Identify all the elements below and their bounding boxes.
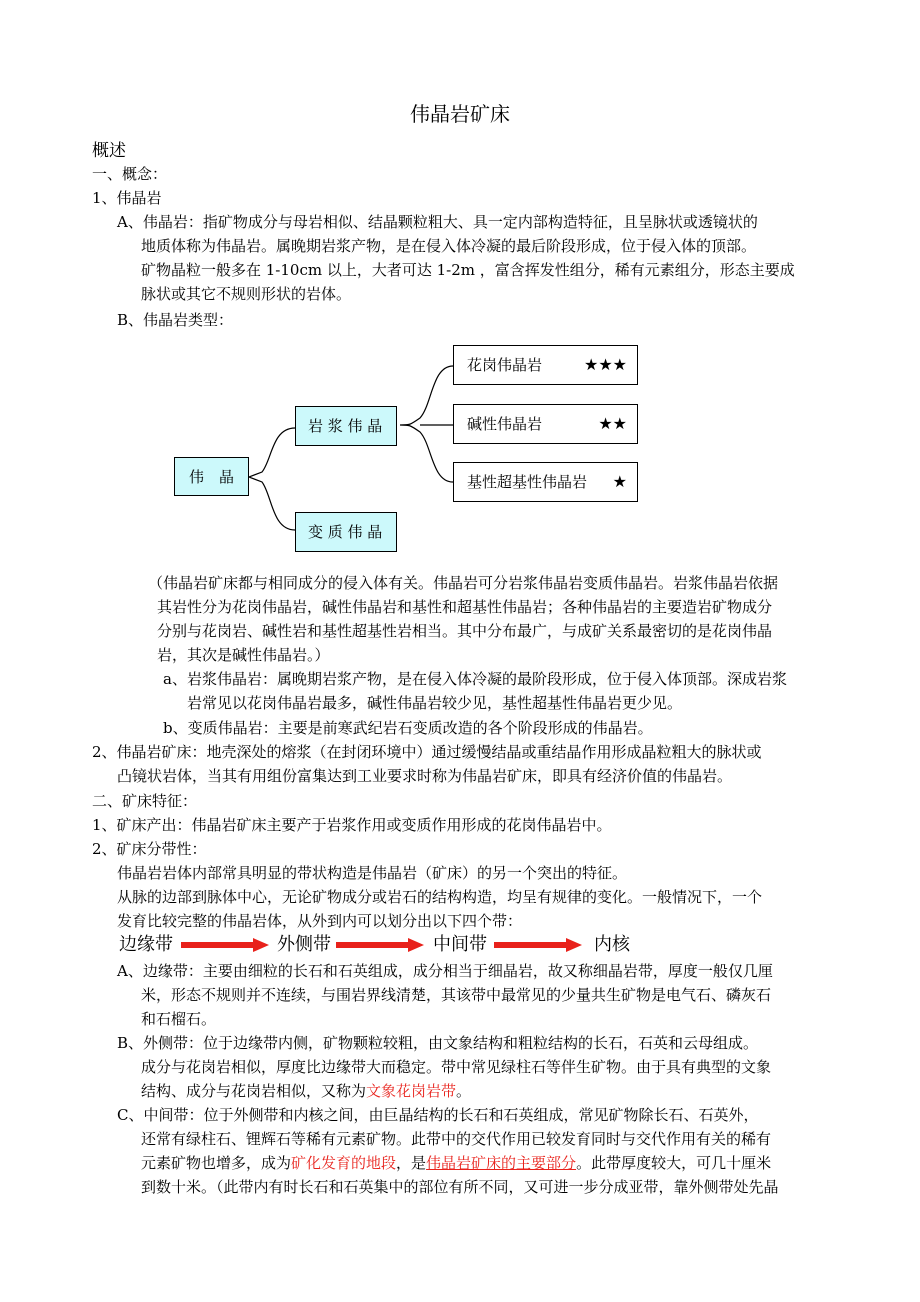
arrow-3 (494, 938, 582, 952)
magmatic-line2: 岩常见以花岗伟晶岩最多，碱性伟晶岩较少见，基性超基性伟晶岩更少见。 (187, 694, 683, 712)
arrow-1 (181, 938, 269, 952)
node-granite (453, 345, 638, 385)
zone-b-line3 (141, 1082, 471, 1100)
zone-c-line3 (141, 1154, 771, 1172)
para-a-line3: 矿物晶粒一般多在 1-10cm 以上，大者可达 1-2m ，富含挥发性组分，稀有元素组分，形态主要成 (141, 261, 795, 279)
zone-c-line3-end: 。此带厚度较大，可几十厘米 (576, 1154, 772, 1172)
para-a-line2: 地质体称为伟晶岩。属晚期岩浆产物，是在侵入体冷凝的最后阶段形成，位于侵入体的顶部。 (141, 237, 757, 255)
zone-a-line3: 和石榴石。 (141, 1010, 217, 1028)
arrow-2-shape (336, 938, 424, 952)
zone-core: 内核 (594, 934, 630, 955)
zone-c-line3-mid: ，是 (396, 1154, 427, 1172)
feature-occurrence: 1、矿床产出：伟晶岩矿床主要产于岩浆作用或变质作用形成的花岗伟晶岩中。 (92, 816, 612, 834)
highlight-mineralized-section: 矿化发育的地段 (291, 1154, 397, 1172)
para-a-line4: 脉状或其它不规则形状的岩体。 (141, 285, 352, 303)
deposit-line1: 2、伟晶岩矿床：地壳深处的熔浆（在封闭环境中）通过缓慢结晶或重结晶作用形成晶粒粗大的脉状或 (92, 743, 762, 761)
zone-c-line3-text: 元素矿物也增多，成为 (141, 1154, 292, 1172)
note-line1: （伟晶岩矿床都与相同成分的侵入体有关。伟晶岩可分岩浆伟晶岩变质伟晶岩。岩浆伟晶岩依据 (148, 574, 779, 592)
zoning-line3: 发育比较完整的伟晶岩体，从外到内可以划分出以下四个带： (117, 912, 523, 930)
zone-border: 边缘带 (119, 934, 173, 955)
para-a-line1: A、伟晶岩：指矿物成分与母岩相似、结晶颗粒粗大、具一定内部构造特征，且呈脉状或透镜状的 (117, 213, 758, 231)
note-line4: 岩，其次是碱性伟晶岩。） (157, 646, 330, 664)
node-pegmatite-label: 伟 晶 (189, 468, 235, 486)
node-granite-label: 花岗伟晶岩 (467, 356, 543, 374)
node-alkaline-label: 碱性伟晶岩 (467, 415, 543, 433)
zone-b-line3-end: 。 (456, 1082, 472, 1100)
node-magmatic (295, 406, 397, 446)
heading-features: 二、矿床特征： (92, 792, 198, 810)
node-metamorphic-label: 变 质 伟 晶 (308, 523, 383, 541)
alkaline-stars: ★★ (598, 414, 627, 433)
metamorphic-line: b、变质伟晶岩：主要是前寒武纪岩石变质改造的各个阶段形成的伟晶岩。 (163, 719, 653, 737)
feature-zoning: 2、矿床分带性： (92, 840, 207, 858)
zone-c-line2: 还常有绿柱石、锂辉石等稀有元素矿物。此带中的交代作用已较发育同时与交代作用有关的稀有 (141, 1130, 772, 1148)
zone-a-line2: 米，形态不规则并不连续，与围岩界线清楚，其该带中最常见的少量共生矿物是电气石、磷灰石 (141, 986, 772, 1004)
zone-a-line1: A、边缘带：主要由细粒的长石和石英组成，成分相当于细晶岩，故又称细晶岩带，厚度一般仅几厘 (117, 962, 773, 980)
page-title: 伟晶岩矿床 (410, 102, 510, 126)
heading-concept: 一、概念： (92, 165, 168, 183)
arrow-3-shape (494, 938, 582, 952)
note-line2: 其岩性分为花岗伟晶岩，碱性伟晶岩和基性和超基性伟晶岩；各种伟晶岩的主要造岩矿物成分 (157, 598, 773, 616)
zone-intermediate: 中间带 (433, 934, 487, 955)
granite-stars: ★★★ (583, 355, 627, 374)
zone-c-line1: C、中间带：位于外侧带和内核之间，由巨晶结构的长石和石英组成，常见矿物除长石、石英外， (117, 1106, 759, 1124)
highlight-graphic-granite-zone: 文象花岗岩带 (366, 1082, 457, 1100)
node-alkaline (453, 404, 638, 444)
zoning-line1: 伟晶岩岩体内部常具明显的带状构造是伟晶岩（矿床）的另一个突出的特征。 (117, 864, 628, 882)
bracket-root (249, 428, 295, 530)
basic-stars: ★ (612, 472, 627, 491)
zone-c-line4: 到数十米。（此带内有时长石和石英集中的部位有所不同，又可进一步分成亚带，靠外侧带处先晶 (141, 1178, 779, 1196)
zone-outer: 外侧带 (277, 934, 331, 955)
node-pegmatite (174, 457, 249, 496)
deposit-line2: 凸镜状岩体，当其有用组份富集达到工业要求时称为伟晶岩矿床，即具有经济价值的伟晶岩。 (117, 767, 733, 785)
magmatic-line1: a、岩浆伟晶岩：属晚期岩浆产物，是在侵入体冷凝的最阶段形成，位于侵入体顶部。深成岩浆 (163, 670, 787, 688)
highlight-main-part: 伟晶岩矿床的主要部分 (426, 1154, 577, 1172)
node-magmatic-label: 岩 浆 伟 晶 (308, 417, 383, 435)
heading-pegmatite: 1、伟晶岩 (92, 189, 162, 207)
zoning-line2: 从脉的边部到脉体中心，无论矿物成分或岩石的结构构造，均呈有规律的变化。一般情况下，一个 (117, 888, 763, 906)
bracket-magmatic (400, 366, 453, 482)
note-line3: 分别与花岗岩、碱性岩和基性超基性岩相当。其中分布最广，与成矿关系最密切的是花岗伟晶 (157, 622, 773, 640)
arrow-2 (336, 938, 424, 952)
heading-types: B、伟晶岩类型： (117, 311, 234, 329)
node-metamorphic (295, 512, 397, 552)
arrow-1-shape (181, 938, 269, 952)
zone-b-line3-text: 结构、成分与花岗岩相似，又称为 (141, 1082, 367, 1100)
node-basic-label: 基性超基性伟晶岩 (467, 473, 588, 491)
zone-b-line1: B、外侧带：位于边缘带内侧，矿物颗粒较粗，由文象结构和粗粒结构的长石，石英和云母组成。 (117, 1034, 759, 1052)
node-basic (453, 462, 638, 502)
zone-b-line2: 成分与花岗岩相似，厚度比边缘带大而稳定。带中常见绿柱石等伴生矿物。由于具有典型的文象 (141, 1058, 772, 1076)
section-overview: 概述 (92, 141, 126, 161)
